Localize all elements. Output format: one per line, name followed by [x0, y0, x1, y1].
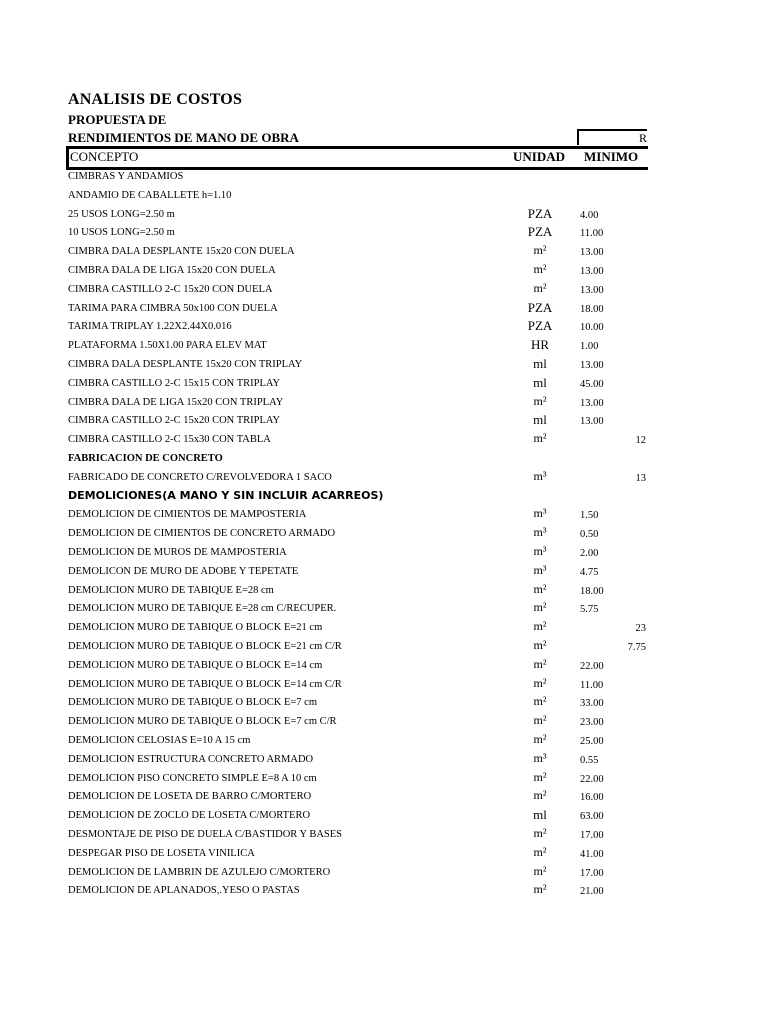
unidad-cell: m² [533, 431, 547, 446]
concepto-cell: DEMOLICION CELOSIAS E=10 A 15 cm [68, 735, 251, 746]
unidad-cell: m² [533, 863, 547, 878]
minimo-cell: 10.00 [580, 322, 604, 334]
minimo-cell: 1.50 [580, 510, 599, 522]
concepto-cell: DEMOLICION DE LAMBRIN DE AZULEJO C/MORTERO [68, 866, 331, 878]
minimo-cell: 33.00 [580, 698, 604, 710]
minimo-cell: 4.75 [580, 566, 599, 578]
unidad-cell: m² [533, 619, 547, 634]
concepto-cell: ANDAMIO DE CABALLETE h=1.10 [68, 189, 232, 201]
value-cell: 13 [635, 472, 646, 484]
header-right-letter: R [638, 131, 647, 145]
unidad-cell: m² [533, 826, 547, 840]
table-row [0, 356, 768, 375]
unidad-cell: m² [533, 262, 547, 276]
table-row [0, 206, 768, 225]
table-row [0, 694, 768, 713]
table-row [0, 394, 768, 413]
concepto-cell: CIMBRA CASTILLO 2-C 15x20 CON TRIPLAY [68, 415, 281, 427]
concepto-cell: FABRICACION DE CONCRETO [68, 453, 223, 464]
unidad-cell: m³ [533, 562, 547, 577]
concepto-cell: DEMOLICION MURO DE TABIQUE O BLOCK E=14 cm [68, 659, 323, 671]
minimo-cell: 23.00 [580, 717, 604, 729]
minimo-cell: 18.00 [580, 585, 604, 597]
column-header-concepto: CONCEPTO [70, 149, 139, 164]
page-title: ANALISIS DE COSTOS [68, 91, 243, 108]
unidad-cell: m² [533, 713, 547, 728]
unidad-cell: m² [533, 732, 547, 746]
minimo-cell: 1.00 [580, 341, 599, 353]
header-right-box [577, 129, 647, 145]
concepto-cell: CIMBRAS Y ANDAMIOS [68, 171, 184, 182]
table-row [0, 431, 768, 450]
minimo-cell: 5.75 [580, 604, 599, 616]
concepto-cell: TARIMA PARA CIMBRA 50x100 CON DUELA [68, 302, 278, 314]
minimo-cell: 41.00 [580, 848, 604, 860]
table-row [0, 469, 768, 488]
subtitle: PROPUESTA DE [68, 112, 167, 127]
unidad-cell: m² [533, 581, 547, 596]
unidad-cell: m² [533, 638, 547, 652]
minimo-cell: 21.00 [580, 886, 604, 898]
table-row [0, 657, 768, 676]
table-row [0, 187, 768, 206]
table-row [0, 788, 768, 807]
minimo-cell: 25.00 [580, 736, 604, 747]
table-row [0, 281, 768, 300]
concepto-cell: 10 USOS LONG=2.50 m [68, 227, 175, 239]
minimo-cell: 22.00 [580, 773, 604, 785]
table-row [0, 638, 768, 657]
concepto-cell: 25 USOS LONG=2.50 m [68, 208, 175, 220]
minimo-cell: 18.00 [580, 303, 604, 315]
unidad-cell: m² [533, 675, 547, 690]
unidad-cell: ml [533, 807, 547, 823]
concepto-cell: CIMBRA CASTILLO 2-C 15x20 CON DUELA [68, 283, 273, 295]
minimo-cell: 13.00 [580, 247, 604, 259]
concepto-cell: CIMBRA DALA DESPLANTE 15x20 CON TRIPLAY [68, 359, 303, 370]
concepto-cell: DEMOLICION MURO DE TABIQUE O BLOCK E=7 cm C/R [68, 716, 337, 728]
concepto-cell: DEMOLICION MURO DE TABIQUE O BLOCK E=14 cm C/R [68, 678, 342, 690]
concepto-cell: DESPEGAR PISO DE LOSETA VINILICA [68, 847, 255, 859]
unidad-cell: m² [533, 844, 547, 859]
table-row [0, 732, 768, 751]
table-row [0, 318, 768, 337]
minimo-cell: 13.00 [580, 266, 604, 277]
table-row [0, 168, 768, 187]
table-row [0, 864, 768, 883]
minimo-cell: 17.00 [580, 830, 604, 841]
subtitle-2: RENDIMIENTOS DE MANO DE OBRA [68, 130, 299, 145]
unidad-cell: PZA [527, 224, 553, 240]
unidad-cell: m³ [533, 506, 547, 521]
table-row [0, 412, 768, 431]
unidad-cell: HR [530, 337, 550, 353]
table-row [0, 882, 768, 901]
unidad-cell: ml [533, 374, 547, 390]
concepto-cell: DEMOLICION MURO DE TABIQUE O BLOCK E=21 cm [68, 622, 323, 634]
concepto-cell: CIMBRA DALA DESPLANTE 15x20 CON DUELA [68, 246, 295, 258]
unidad-cell: m² [533, 769, 547, 784]
concepto-cell: DEMOLICION DE CIMIENTOS DE CONCRETO ARMADO [68, 528, 336, 540]
concepto-cell: DEMOLICION MURO DE TABIQUE E=28 cm [68, 584, 274, 596]
unidad-cell: PZA [527, 299, 553, 315]
table-row [0, 243, 768, 262]
unidad-cell: m³ [533, 544, 547, 558]
table-row [0, 488, 768, 507]
table-row [0, 525, 768, 544]
concepto-cell: TARIMA TRIPLAY 1.22X2.44X0.016 [68, 321, 232, 333]
concepto-cell: DEMOLICIONES(A MANO Y SIN INCLUIR ACARREOS) [68, 488, 384, 502]
table-row [0, 713, 768, 732]
table-row [0, 826, 768, 845]
concepto-cell: DEMOLICION ESTRUCTURA CONCRETO ARMADO [68, 753, 314, 765]
minimo-cell: 13.00 [580, 397, 604, 409]
minimo-cell: 11.00 [580, 679, 604, 691]
concepto-cell: DEMOLICION DE MUROS DE MAMPOSTERIA [68, 547, 287, 558]
minimo-cell: 0.55 [580, 754, 599, 766]
column-header-minimo: MINIMO [584, 149, 639, 164]
table-row [0, 563, 768, 582]
table-row [0, 619, 768, 638]
concepto-cell: DESMONTAJE DE PISO DE DUELA C/BASTIDOR Y BASES [68, 829, 343, 840]
table-row [0, 600, 768, 619]
minimo-cell: 17.00 [580, 867, 604, 879]
unidad-cell: m² [533, 243, 547, 258]
concepto-cell: DEMOLICION DE CIMIENTOS DE MAMPOSTERIA [68, 509, 307, 521]
unidad-cell: ml [533, 356, 547, 371]
minimo-cell: 45.00 [580, 378, 604, 390]
table-row [0, 582, 768, 601]
table-row [0, 770, 768, 789]
minimo-cell: 13.00 [580, 360, 604, 371]
table-row [0, 676, 768, 695]
minimo-cell: 4.00 [580, 209, 599, 221]
unidad-cell: m² [533, 656, 547, 671]
concepto-cell: DEMOLICON DE MURO DE ADOBE Y TEPETATE [68, 565, 299, 577]
minimo-cell: 13.00 [580, 284, 604, 296]
minimo-cell: 13.00 [580, 416, 604, 428]
minimo-cell: 16.00 [580, 792, 604, 804]
unidad-cell: m³ [533, 468, 547, 483]
minimo-cell: 2.00 [580, 548, 599, 559]
unidad-cell: ml [533, 412, 547, 428]
unidad-cell: m² [533, 882, 547, 897]
concepto-cell: DEMOLICION MURO DE TABIQUE O BLOCK E=21 cm C/R [68, 641, 342, 652]
concepto-cell: CIMBRA CASTILLO 2-C 15x30 CON TABLA [68, 434, 271, 446]
minimo-cell: 22.00 [580, 660, 604, 672]
table-row [0, 262, 768, 281]
concepto-cell: DEMOLICION DE APLANADOS,.YESO O PASTAS [68, 885, 300, 897]
concepto-cell: CIMBRA CASTILLO 2-C 15x15 CON TRIPLAY [68, 377, 281, 389]
unidad-cell: m² [533, 600, 547, 615]
table-row [0, 337, 768, 356]
table-row [0, 544, 768, 563]
table-row [0, 807, 768, 826]
concepto-cell: DEMOLICION DE LOSETA DE BARRO C/MORTERO [68, 791, 312, 803]
concepto-cell: FABRICADO DE CONCRETO C/REVOLVEDORA 1 SACO [68, 471, 332, 483]
unidad-cell: m³ [533, 525, 547, 540]
concepto-cell: PLATAFORMA 1.50X1.00 PARA ELEV MAT [68, 340, 267, 352]
value-cell: 23 [635, 623, 646, 635]
table-row [0, 450, 768, 469]
concepto-cell: DEMOLICION MURO DE TABIQUE E=28 cm C/RECUPER. [68, 603, 337, 615]
table-row [0, 506, 768, 525]
unidad-cell: m² [533, 694, 547, 709]
minimo-cell: 63.00 [580, 811, 604, 823]
column-header-unidad: UNIDAD [513, 149, 565, 164]
table-row [0, 375, 768, 394]
table-row [0, 224, 768, 243]
minimo-cell: 11.00 [580, 228, 604, 240]
concepto-cell: DEMOLICION PISO CONCRETO SIMPLE E=8 A 10 cm [68, 772, 317, 784]
table-row [0, 751, 768, 770]
unidad-cell: m² [533, 788, 547, 803]
value-cell: 12 [635, 435, 646, 447]
minimo-cell: 0.50 [580, 529, 599, 541]
unidad-cell: PZA [527, 205, 553, 221]
concepto-cell: DEMOLICION MURO DE TABIQUE O BLOCK E=7 cm [68, 697, 317, 709]
unidad-cell: m³ [533, 750, 547, 765]
table-row [0, 300, 768, 319]
concepto-cell: DEMOLICION DE ZOCLO DE LOSETA C/MORTERO [68, 810, 311, 822]
unidad-cell: m² [533, 280, 547, 295]
table-row [0, 845, 768, 864]
value-cell: 7.75 [627, 642, 646, 653]
concepto-cell: CIMBRA DALA DE LIGA 15x20 CON TRIPLAY [68, 396, 284, 408]
unidad-cell: m² [533, 393, 547, 408]
concepto-cell: CIMBRA DALA DE LIGA 15x20 CON DUELA [68, 265, 276, 276]
unidad-cell: PZA [527, 318, 553, 334]
